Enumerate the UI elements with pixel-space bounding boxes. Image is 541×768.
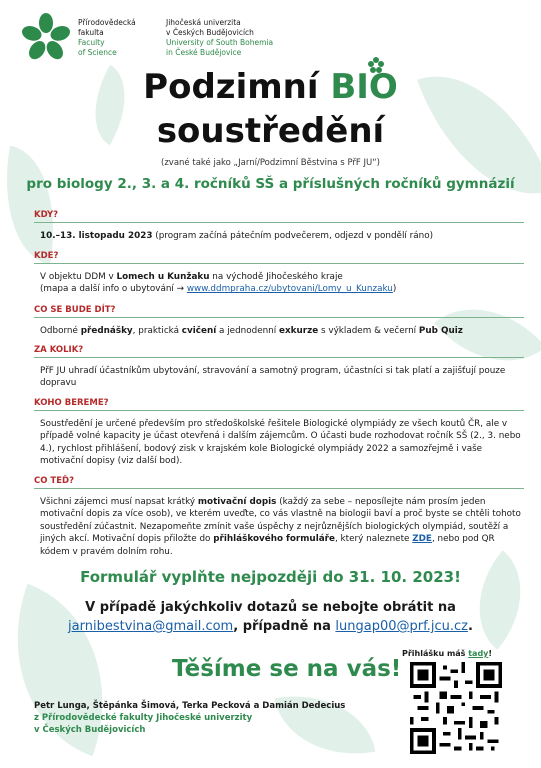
section-heading: KDE?: [34, 251, 524, 264]
form-link[interactable]: ZDE: [412, 534, 432, 545]
section-next-steps: [34, 476, 524, 558]
faculty-name: Přírodovědecká fakulta Faculty of Science: [78, 18, 136, 57]
page-title: Podzimní BIO: [143, 67, 398, 107]
section-body: 10.–13. listopadu 2023 (program začíná pátečním podvečerem, odjezd v pondělí ráno): [40, 231, 434, 241]
section-heading: CO SE BUDE DÍT?: [34, 305, 524, 318]
faculty-logo-icon: [20, 12, 72, 64]
accommodation-link[interactable]: www.ddmpraha.cz/ubytovani/Lomy_u_Kunzaku: [186, 284, 393, 295]
section-body: V objektu DDM v Lomech u Kunžaku na východě Jihočeského kraje (mapa a další info o ubytování → www.ddmpraha.cz/ubytovani/Lomy_u_Kunzaku): [40, 272, 397, 295]
section-where: [34, 251, 524, 296]
qr-link[interactable]: tady: [468, 649, 489, 658]
email-link-1[interactable]: jarnibestvina@gmail.com: [68, 619, 234, 634]
section-heading: ZA KOLIK?: [34, 345, 524, 358]
deadline-notice: Formulář vyplňte nejpozději do 31. 10. 2023!: [80, 568, 461, 586]
section-program: [34, 305, 524, 337]
qr-label: Přihlášku máš tady!: [402, 649, 493, 658]
section-heading: CO TEĎ?: [34, 476, 524, 489]
qr-code-icon[interactable]: [410, 662, 502, 754]
section-body: Odborné přednášky, praktická cvičení a jednodenní exkurze s výkladem & večerní Pub Quiz: [40, 326, 463, 336]
page-title-line2: soustředění: [156, 111, 385, 151]
header: [20, 12, 273, 64]
contact-line: V případě jakýchkoliv dotazů se nebojte obrátit na: [85, 600, 456, 615]
section-body: Soustředění je určené především pro středoškolské řešitele Biologické olympiády ze všech koutů ČR, ale v případě volné kapacity je účast otevřená i dalším zájemcům. O účasti bude rozhodovat ročník SŠ (2., 3. nebo 4.), rychlost přihlášení, bodový zisk v krajském kole Biologické olympiády 2022 a samozřejmě i vaše motivační dopisy (viz další bod).: [40, 419, 521, 467]
section-body: PřF JU uhradí účastníkům ubytování, stravování a samotný program, účastníci si tak platí a zajišťují pouze dopravu: [40, 366, 506, 389]
subtitle: (zvané také jako „Jarní/Podzimní Běstvina s PřF JU“): [161, 158, 380, 168]
section-who: [34, 398, 524, 468]
section-heading: KDY?: [34, 210, 524, 223]
email-link-2[interactable]: lungap00@prf.jcu.cz: [335, 619, 468, 634]
authors: Petr Lunga, Štěpánka Šimová, Terka Pecková a Damián Dedecius z Přírodovědecké fakulty Jihočeské univerzity v Českých Budějovicích: [34, 701, 346, 735]
section-price: [34, 345, 524, 390]
closing-message: Těšíme se na vás!: [172, 656, 402, 682]
section-body: Všichni zájemci musí napsat krátký motivační dopis (každý za sebe – neposílejte nám prosím jeden motivační dopis za více osob), ve kterém uveďte, co vás vlastně na biologii baví a proč byste se chtěli tohoto soustředění zúčastnit. Nezapomeňte zmínit vaše úspěchy z nejrůznějších biologických olympiád, soutěží a jiných akcí. Motivační dopis přiložte do přihláškového formuláře, který naleznete ZDE, nebo pod QR kódem v pravém dolním rohu.: [40, 497, 521, 557]
audience: pro biology 2., 3. a 4. ročníků SŠ a příslušných ročníků gymnázií: [26, 176, 515, 192]
contact-emails: jarnibestvina@gmail.com, případně na lungap00@prf.jcu.cz.: [68, 619, 473, 634]
university-name: Jihočeská univerzita v Českých Budějovicích University of South Bohemia in České Budějovice: [166, 18, 274, 57]
section-heading: KOHO BEREME?: [34, 398, 524, 411]
section-when: [34, 210, 524, 242]
